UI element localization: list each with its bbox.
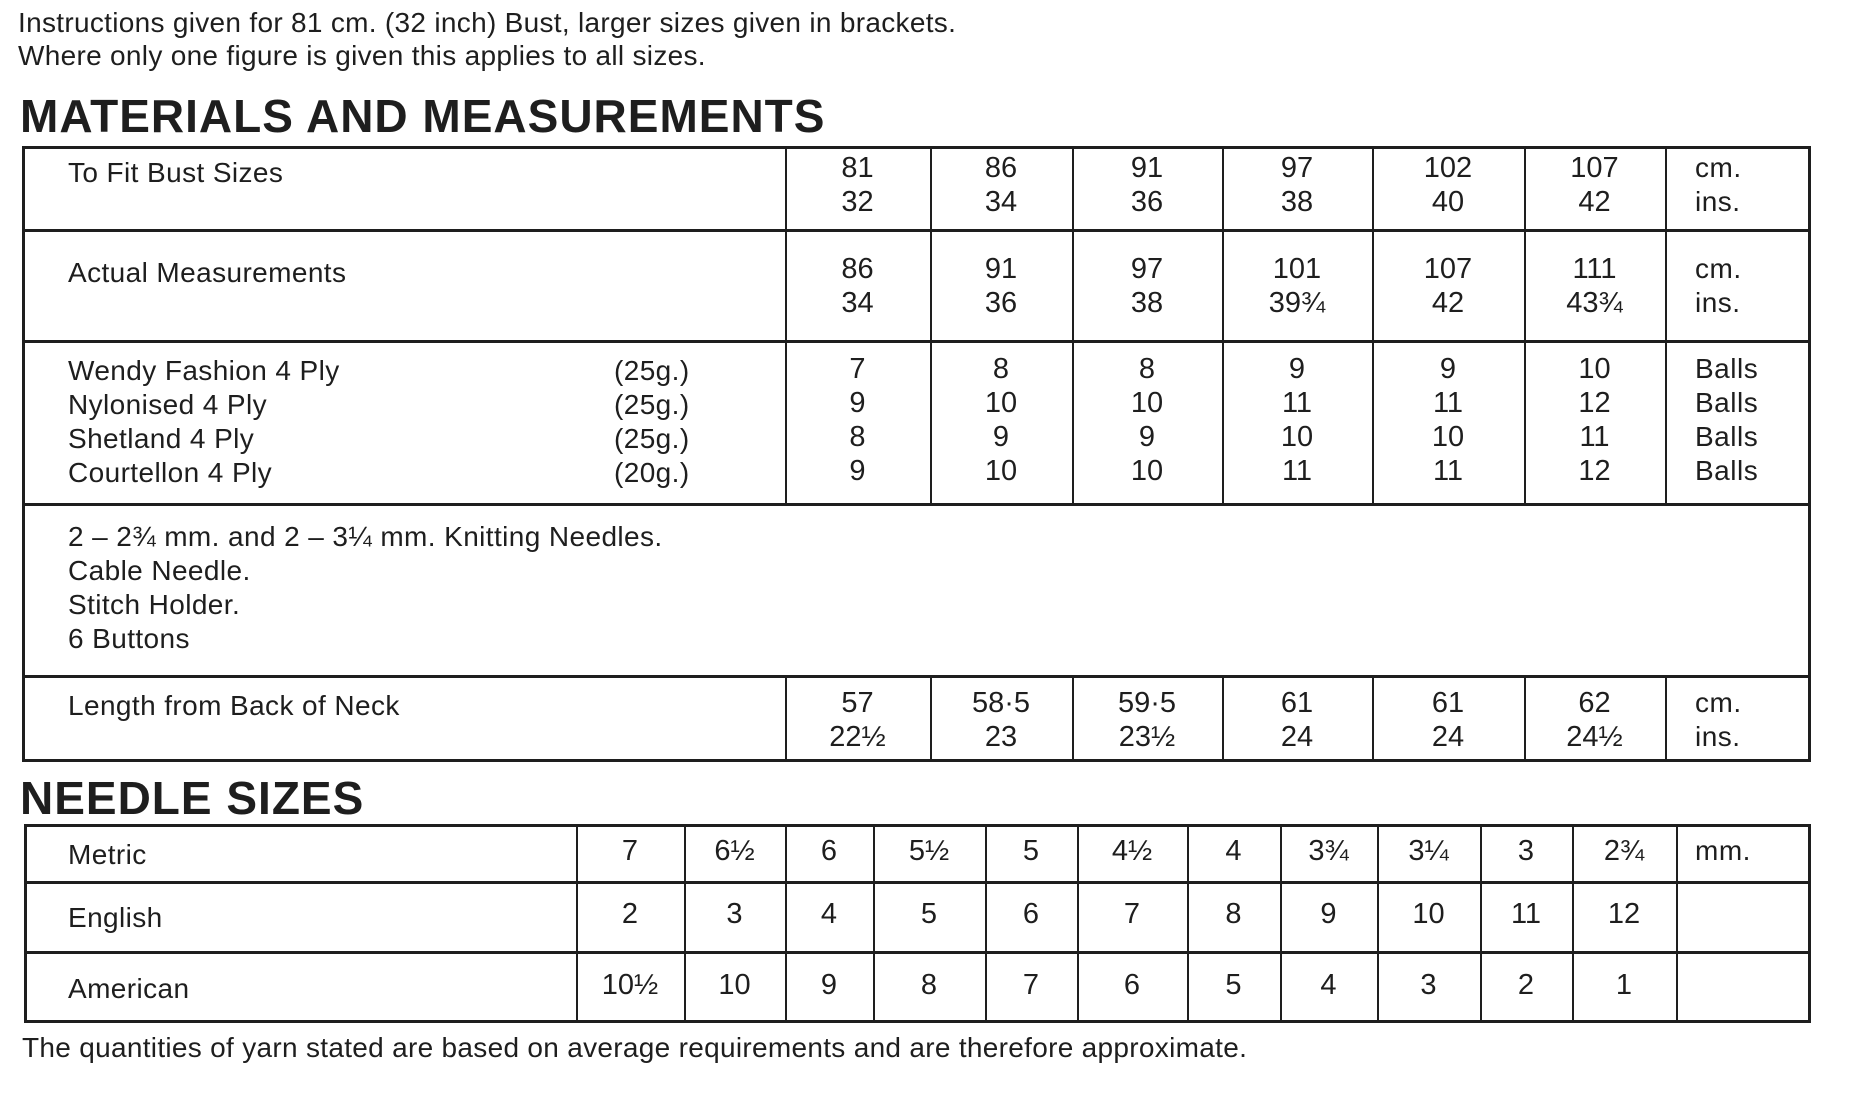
- yarn-balls-value: 10: [1431, 421, 1465, 453]
- yarn-balls-value: 9: [849, 455, 866, 487]
- intro-line-2: Where only one figure is given this applies to all sizes.: [18, 40, 706, 71]
- needle-size-value: 3: [1420, 969, 1437, 1001]
- yarn-balls-value: 8: [849, 421, 866, 453]
- yarn-unit: Balls: [1695, 455, 1759, 486]
- needle-size-value: 11: [1510, 898, 1542, 930]
- actual-value: [931, 252, 1071, 320]
- needle-size-value: 3: [1517, 834, 1535, 867]
- needle-size-value: 6: [820, 834, 838, 867]
- yarn-name: Shetland 4 Ply: [68, 423, 255, 454]
- bust-cm-value: 107: [1570, 152, 1619, 184]
- needle-row-label: English: [68, 902, 163, 933]
- table-column-divider: [1372, 340, 1374, 503]
- intro-text: [18, 6, 956, 72]
- yarn-balls-value: 11: [1432, 387, 1464, 419]
- needle-size-value: 7: [1123, 898, 1141, 930]
- yarn-balls-value: 10: [1130, 387, 1164, 419]
- needle-size-value: 4½: [1111, 834, 1153, 867]
- bust-value: [1525, 151, 1665, 219]
- bust-ins-value: 34: [984, 186, 1018, 218]
- bust-value: [1227, 151, 1367, 219]
- table-column-divider: [1665, 675, 1667, 762]
- yarn-balls-value: 9: [1288, 353, 1306, 385]
- needle-size-value: 7: [621, 834, 639, 867]
- bust-units: [1695, 151, 1742, 219]
- needle-size-value: 1: [1615, 969, 1633, 1001]
- table-column-divider: [1222, 229, 1224, 340]
- needle-size-value: 2: [621, 898, 639, 930]
- length-unit: cm.: [1695, 687, 1742, 718]
- length-cm-value: 57: [841, 687, 874, 719]
- yarn-unit: Balls: [1695, 421, 1759, 452]
- yarn-balls-value: 9: [849, 387, 866, 419]
- yarn-unit: Balls: [1695, 387, 1759, 418]
- actual-units: [1695, 252, 1742, 320]
- yarn-balls-value: 10: [984, 387, 1018, 419]
- yarn-balls-value: 9: [1138, 421, 1156, 453]
- length-value: [931, 686, 1071, 754]
- yarn-weight: (25g.): [614, 389, 690, 420]
- actual-value: [1378, 252, 1518, 320]
- needle-size-value: 3¾: [1308, 834, 1349, 867]
- actual-cm-value: 97: [1130, 253, 1164, 285]
- actual-ins-value: 39¾: [1268, 287, 1326, 319]
- actual-cm-value: 91: [984, 253, 1018, 285]
- actual-label: Actual Measurements: [68, 257, 347, 288]
- actual-cm-value: 86: [841, 253, 874, 285]
- actual-value: [788, 252, 928, 320]
- needle-size-value: 2: [1517, 969, 1535, 1001]
- needle-size-value: 5½: [908, 834, 950, 867]
- actual-unit: cm.: [1695, 253, 1742, 284]
- bust-ins-value: 42: [1578, 186, 1611, 218]
- yarn-unit: Balls: [1695, 353, 1759, 384]
- yarn-balls-value: 12: [1578, 387, 1611, 419]
- needle-size-value: 4: [820, 898, 838, 930]
- bust-unit: ins.: [1695, 186, 1741, 217]
- needle-row-label: Metric: [68, 838, 147, 870]
- actual-value: [1227, 252, 1367, 320]
- bust-cm-value: 81: [841, 152, 874, 184]
- bust-cm-value: 91: [1130, 152, 1164, 184]
- materials-heading: MATERIALS AND MEASUREMENTS: [20, 90, 826, 142]
- actual-cm-value: 107: [1423, 253, 1473, 285]
- bust-unit: cm.: [1695, 152, 1742, 183]
- table-column-divider: [1072, 340, 1074, 503]
- length-value: [1227, 686, 1367, 754]
- table-column-divider: [1072, 146, 1074, 229]
- length-cm-value: 62: [1578, 687, 1611, 719]
- needle-size-value: 8: [920, 969, 938, 1001]
- yarn-balls-value: 7: [849, 353, 866, 385]
- actual-ins-value: 43¾: [1566, 287, 1623, 319]
- table-row-divider: [22, 503, 1811, 506]
- bust-ins-value: 36: [1130, 186, 1164, 218]
- needle-size-value: 3: [726, 898, 743, 930]
- table-column-divider: [1665, 340, 1667, 503]
- actual-ins-value: 36: [984, 287, 1018, 319]
- yarn-balls-value: 11: [1281, 387, 1313, 419]
- intro-line-1: Instructions given for 81 cm. (32 inch) Bust, larger sizes given in brackets.: [18, 7, 957, 38]
- needle-size-value: 9: [1320, 898, 1337, 930]
- needle-size-value: 6: [1123, 969, 1141, 1001]
- yarn-balls-value: 12: [1578, 455, 1611, 487]
- yarn-balls-value: 10: [984, 455, 1018, 487]
- yarn-balls-value: 10: [1578, 353, 1611, 385]
- length-ins-value: 22½: [829, 721, 886, 753]
- length-value: [788, 686, 928, 754]
- yarn-balls-value: 9: [1439, 353, 1457, 385]
- actual-value: [1077, 252, 1217, 320]
- length-ins-value: 23: [984, 721, 1018, 753]
- needle-size-value: 9: [820, 969, 838, 1001]
- bust-cm-value: 97: [1280, 152, 1314, 184]
- needle-size-value: 4: [1320, 969, 1337, 1001]
- equipment-item: 2 – 2¾ mm. and 2 – 3¼ mm. Knitting Needles.: [68, 521, 663, 552]
- length-value: [1525, 686, 1665, 754]
- needle-sizes-heading: NEEDLE SIZES: [20, 772, 365, 824]
- needle-size-value: 8: [1225, 898, 1242, 930]
- yarn-balls-value: 8: [1138, 353, 1156, 385]
- yarn-name: Wendy Fashion 4 Ply: [68, 355, 340, 386]
- equipment-item: Cable Needle.: [68, 555, 251, 586]
- yarn-name: Courtellon 4 Ply: [68, 457, 273, 488]
- bust-value: [931, 151, 1071, 219]
- yarn-balls-value: 11: [1281, 455, 1313, 487]
- yarn-weight: (25g.): [614, 355, 690, 386]
- actual-ins-value: 42: [1431, 287, 1465, 319]
- bust-value: [1077, 151, 1217, 219]
- bust-ins-value: 38: [1280, 186, 1314, 218]
- length-cm-value: 61: [1431, 687, 1465, 719]
- footnote: The quantities of yarn stated are based on average requirements and are therefore approximate.: [22, 1032, 1248, 1063]
- table-column-divider: [1222, 675, 1224, 762]
- equipment-item: Stitch Holder.: [68, 589, 241, 620]
- yarn-name: Nylonised 4 Ply: [68, 389, 267, 420]
- needle-size-value: 7: [1022, 969, 1040, 1001]
- yarn-balls-value: 9: [992, 421, 1010, 453]
- length-cm-value: 59·5: [1117, 687, 1177, 719]
- actual-ins-value: 34: [841, 287, 874, 319]
- table-column-divider: [1665, 229, 1667, 340]
- length-ins-value: 24½: [1566, 721, 1623, 753]
- needle-size-value: 5: [1225, 969, 1242, 1001]
- length-cm-value: 61: [1280, 687, 1314, 719]
- needle-size-value: 12: [1607, 898, 1641, 930]
- length-value: [1077, 686, 1217, 754]
- actual-cm-value: 101: [1272, 253, 1322, 285]
- needle-size-value: 5: [920, 898, 938, 930]
- table-column-divider: [1072, 675, 1074, 762]
- table-row-divider: [24, 951, 1811, 954]
- length-unit: ins.: [1695, 721, 1741, 752]
- needle-size-value: 2¾: [1603, 834, 1645, 867]
- needle-unit: mm.: [1695, 834, 1751, 866]
- needle-size-value: 5: [1022, 834, 1040, 867]
- yarn-balls-value: 11: [1579, 421, 1610, 453]
- bust-label: To Fit Bust Sizes: [68, 157, 284, 188]
- bust-value: [1378, 151, 1518, 219]
- table-row-divider: [22, 675, 1811, 678]
- table-row-divider: [22, 340, 1811, 343]
- bust-value: [788, 151, 928, 219]
- actual-ins-value: 38: [1130, 287, 1164, 319]
- table-row-divider: [22, 229, 1811, 232]
- actual-cm-value: 111: [1572, 253, 1617, 285]
- needle-size-value: 4: [1225, 834, 1242, 867]
- table-column-divider: [1665, 146, 1667, 229]
- needle-size-value: 3¼: [1408, 834, 1449, 867]
- needle-size-value: 6½: [714, 834, 755, 867]
- length-units: [1695, 686, 1742, 754]
- table-column-divider: [1372, 146, 1374, 229]
- bust-ins-value: 40: [1431, 186, 1465, 218]
- bust-cm-value: 102: [1423, 152, 1473, 184]
- table-column-divider: [1372, 675, 1374, 762]
- yarn-balls-value: 10: [1130, 455, 1164, 487]
- needle-size-value: 10: [718, 969, 751, 1001]
- yarn-balls-value: 8: [992, 353, 1010, 385]
- actual-unit: ins.: [1695, 287, 1741, 318]
- equipment-item: 6 Buttons: [68, 623, 190, 654]
- actual-value: [1525, 252, 1665, 320]
- needle-size-value: 10: [1412, 898, 1445, 930]
- bust-cm-value: 86: [984, 152, 1018, 184]
- table-row-divider: [24, 881, 1811, 884]
- yarn-weight: (20g.): [614, 457, 690, 488]
- needle-size-value: 10½: [601, 969, 659, 1001]
- length-cm-value: 58·5: [971, 687, 1031, 719]
- length-ins-value: 24: [1280, 721, 1314, 753]
- table-column-divider: [1222, 146, 1224, 229]
- length-value: [1378, 686, 1518, 754]
- table-column-divider: [1222, 340, 1224, 503]
- length-ins-value: 23½: [1118, 721, 1176, 753]
- yarn-weight: (25g.): [614, 423, 690, 454]
- table-column-divider: [1072, 229, 1074, 340]
- bust-ins-value: 32: [841, 186, 874, 218]
- length-label: Length from Back of Neck: [68, 690, 400, 721]
- needle-row-label: American: [68, 973, 190, 1004]
- table-column-divider: [1372, 229, 1374, 340]
- yarn-balls-value: 10: [1280, 421, 1314, 453]
- length-ins-value: 24: [1431, 721, 1465, 753]
- yarn-balls-value: 11: [1432, 455, 1464, 487]
- needle-size-value: 6: [1022, 898, 1040, 930]
